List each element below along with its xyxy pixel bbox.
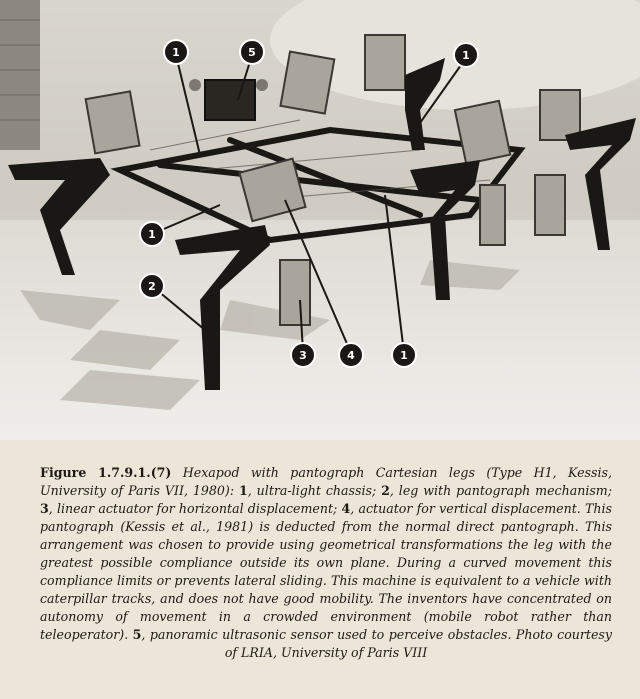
- callout-1-chassis: [164, 40, 188, 64]
- svg-text:1: 1: [462, 49, 470, 62]
- svg-text:1: 1: [400, 349, 408, 362]
- caption-item-3: 3: [40, 501, 49, 516]
- svg-text:2: 2: [148, 280, 156, 293]
- svg-text:5: 5: [248, 46, 256, 59]
- svg-text:4: 4: [347, 349, 355, 362]
- callout-1-chassis-left: [140, 222, 164, 246]
- figure-number: Figure 1.7.9.1.(7): [40, 465, 172, 480]
- caption-item-2: 2: [381, 483, 390, 498]
- callout-3-horizontal-actuator: [291, 343, 315, 367]
- svg-text:1: 1: [148, 228, 156, 241]
- caption-item-1: 1: [239, 483, 248, 498]
- callout-4-vertical-actuator: [339, 343, 363, 367]
- caption-text-5: , actuator for vertical displacement. This pantograph (Kessis et al., 1981) is deducted from the normal direct pantograph. This arrangement was chosen to provide using geometrical transformations the leg with the greatest possible compliance outside its own plane. During a curved movement this compliance limits or prevents lateral sliding. This machine is equivalent to a vehicle with caterpillar tracks, and does not have good mobility. The inventors have concentrated on autonomy of movement in a crowded environment (mobile robot rather than teleoperator).: [40, 501, 612, 642]
- caption-item-4: 4: [341, 501, 351, 516]
- callout-5-sensor: [240, 40, 264, 64]
- caption-text-2: , ultra-light chassis;: [247, 483, 382, 498]
- svg-text:1: 1: [172, 46, 180, 59]
- caption-text-1: Hexapod with pantograph Cartesian legs (Type H1, Kessis, University of Paris VII, 1980):: [40, 465, 612, 498]
- caption-item-5: 5: [132, 627, 142, 642]
- callout-1-chassis-right: [454, 43, 478, 67]
- svg-text:3: 3: [299, 349, 307, 362]
- caption-text-3: , leg with pantograph mechanism;: [389, 483, 612, 498]
- callout-1-chassis-bottom: [392, 343, 416, 367]
- figure-caption: [40, 464, 612, 662]
- caption-text-4: , linear actuator for horizontal displacement;: [48, 501, 342, 516]
- caption-text-6: , panoramic ultrasonic sensor used to perceive obstacles. Photo courtesy of LRIA, University of Paris VIII: [141, 627, 613, 660]
- callout-2-leg: [140, 274, 164, 298]
